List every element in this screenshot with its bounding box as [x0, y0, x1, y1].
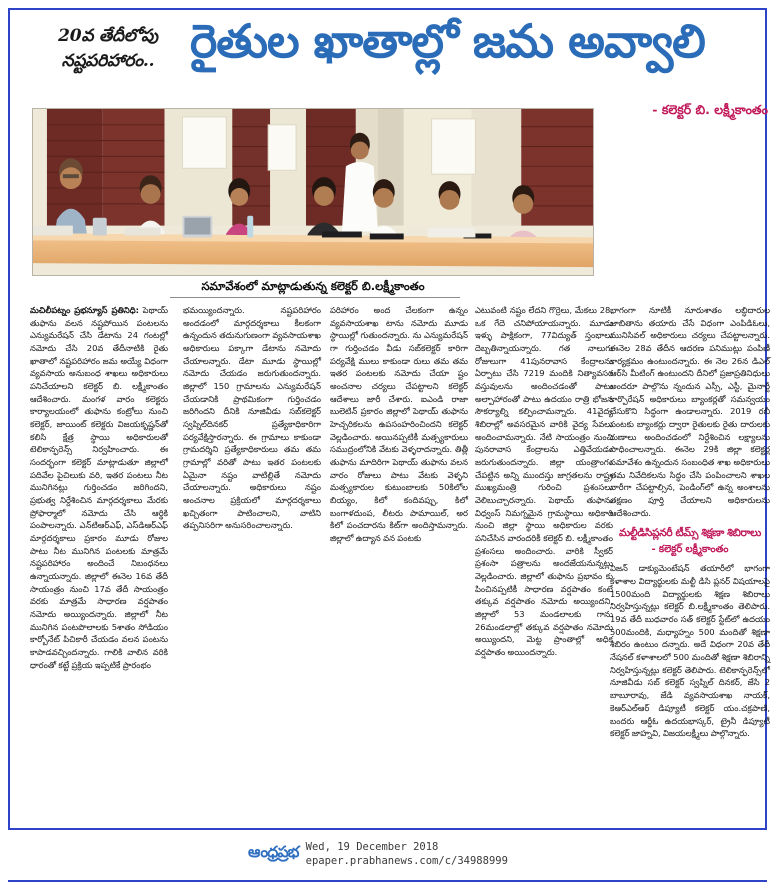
page-frame [8, 8, 770, 830]
column-1-paragraph [30, 304, 168, 671]
article-column-4 [475, 304, 613, 659]
epaper-url[interactable]: epaper.prabhanews.com/c/34988999 [305, 855, 508, 868]
page-footer [0, 836, 775, 889]
article-body [30, 304, 770, 834]
kicker [32, 24, 184, 73]
article-column-1 [30, 304, 168, 671]
article-column-3 [330, 304, 468, 545]
headline: రైతుల ఖాతాల్లో జమ అవ్వాలి [190, 14, 705, 68]
column-5-paragraph-after: విజన్ డాక్యుమెంటేషన్ తయారీలో భాగంగా కళాశాల విద్యార్థులకు మల్టీ డిసి ప్లనర్ విషయాలపై 1500మంది విద్యార్థులకు శిక్షణ శిబిరాలు నిర్వహిస్తున్నట్లు కలెక్టర్ బి.లక్ష్మీకాంతం తెలిపారు. 19వ తేదీ బుధవారం సత్ కలెక్టర్ స్టేట్‌లో ఉదయం 500మందికి, మధ్యాహ్నం 500 మందితో శిక్షణా శిబిరం ఉంటుం దన్నారు. అదే విధంగా 20వ తేదీ నేషనల్ కళాశాలలో 500 మందితో శిక్షణా శిబిరాన్ని నిర్వహిస్తున్నట్లు కలెక్టర్ తెలిపారు. టెలికాన్ఫరెన్స్‌లో నూజివీడు సబ్ కలెక్టర్ స్వప్నిల్ దినకర్, జేసి 2 బాబూరావు, జేడి వ్యవసాయశాఖ నాయక్, కెఆర్‌ఎల్‌ఆర్ డిప్యూటీ కలెక్టర్ యం.చక్రపాణి, బందరు ఆర్డీఓ ఉదయభాస్కర్, ట్రైనీ డిప్యూటీ కలెక్టర్ జాహ్నవి, విజయలక్ష్మీలు పాల్గొన్నారు. [610, 563, 770, 739]
photo-caption: సమావేశంలో మాట్లాడుతున్న కలెక్టర్ బి.లక్ష్మీకాంతం [201, 279, 425, 293]
column-4-paragraph: ఎటువంటి నష్టం లేదని గొర్రెలు, మేకలు 28, ఒక గేదె చనిపోయాయన్నారు. మూడు ఇళ్ళు పాక్షికంగా, 77విద్యుత్ స్తంభాలు దెబ్బతిన్నాయన్నారు. గత నాలుగు రోజులుగా 41పునరావాస కేంద్రాలను ఏర్పాటు చేసి 7219 మందికి నిత్యావసర వస్తువులను అందించడంతో పాటు అల్పాహారంతో పాటు ఉదయం రాత్రి భోజన సౌకర్యాల్ని కల్పించామన్నారు. 41వైద్య శిబిరాల్లో అవసరమైన వారికి వైద్య సేవలు అందించామన్నారు. నేటి సాయంత్రం నుంచి పునరావాస కేంద్రాలను ఎత్తివేయడం జరుగుతుందన్నారు. జిల్లా యంత్రాంగం చేపట్టిన అన్ని ముందస్తు జాగ్రతలను రాష్ట్ర ముఖ్యమంత్రి గురించి ప్రశంసలు వెలిబుచ్చారన్నారు. పెథాయ్ తుఫాను విధ్వంస్ నిమగ్నమైన గ్రామస్థాయి అధికారి నుంచి జిల్లా స్థాయి అధికారుల వరకు పనిచేసిన వారందరికీ కలెక్టర్ బి. లక్ష్మీకాంతం ప్రశంసలు అందించారు. వారికి స్వీకర్ ప్రశంసా పత్రాలను అందజేయనున్నట్లు వెల్లడించారు. జిల్లాలో తుఫాను ప్రభావం కు పించినప్పటికీ సాధారణ వర్షపాతం కంటే తక్కువ వర్షపాతం నమోదు అయ్యిందని, జిల్లాలో 53 మండలాలకు గాను 26మండలాల్లో తక్కువ వర్షపాతం నమోదు అయ్యిందని, మెట్ట ప్రాంతాల్లో అధిక వర్షపాతం అయిందన్నారు. [475, 305, 613, 658]
photo-illustration [33, 109, 593, 275]
column-5-paragraph-before: భాగంగా నూటికీ నూరుశాతం లబ్ధిదారుల జాబితాను తయారు చేసే విధంగా ఎంపిడిఓలు, మునిసివల్ అధికారులు చర్యలు చేపట్టాలన్నారు. ఈనెల 28వ తేదీన ఆదరణ పనిముట్లు పంపిణీ కార్యక్రమం ఉంటుందన్నారు. ఈ నెల 26న డిఎల్ ఆర్‌సి మీటింగ్ ఉంటుందని దీనిలో ప్రజాప్రతినిధులు అందరూ పాల్గొను న్నందున ఎస్సీ, ఎస్టీ, మైనార్టీ కార్పొరేషన్ అధికారులు బ్యాంకర్లతో సమన్వయం చేసుకొని సిద్ధంగా ఉండాలన్నారు. 2019 రబీ పంటకు బ్యాంకర్లు ద్వారా రైతులకు రైతు దారులకు రుణాలు అందించడంలో నిర్దేశించిన లక్ష్యాలను సాధించాలన్నారు. ఈనెల 29కి జిల్లా కలెక్టర్ల సమావేశం ఉన్నందున సంబంధిత శాఖ అధికారులు తమ నివేదికలను సిద్ధం చేసి పంపించాలని శాఖల వారీగా చేపట్టాల్సిన, పెండింగ్‌లో ఉన్న అంశాలను తక్షణం పూర్తి చేయాలని అధికారులను ఆదేశించారు. [610, 305, 770, 518]
headline-byline: - కలెక్టర్ బి. లక్ష్మీకాంతం [652, 102, 768, 117]
publication-date: Wed, 19 December 2018 [305, 841, 439, 853]
column-1-text: పెథాయ్ తుఫాను వలన నష్టపోయిన పంటలను ఎన్యుమరేషన్ చేసి డేటాను 24 గంటల్లో నమోదు చేసి 20వ తేదీనాటికి రైతు ఖాతాలో నష్టపరిహారం జమ అయ్యే విధంగా వ్యవసాయ అనుబంధ శాఖలు అధికారులు పనిచేయాలని కలెక్టర్ బి. లక్ష్మీకాంతం ఆదేశించారు. మంగళ వారం కలెక్టరు కార్యాలయంలో తుఫాను కంట్రోలు నుంచి కలెక్టర్, జాయింట్ కలెక్టరు విజయకృష్ణన్‌తో కలిసి క్షేత్ర స్థాయి అధికారులతో టెలికాన్ఫరెన్స్ నిర్వహించారు. ఈ సందర్భంగా కలెక్టర్ మాట్లాడుతూ జిల్లాలో పదివేల పైచిలుకు వరి, ఇతర పంటలు నీట మునిగినట్లు గుర్తించడం జరిగిందని, ప్రభుత్వ నిర్దేశించిన మార్గదర్శకాలు మేరకు ప్రోఫార్మాలో నమోదు చేసి ఆర్థికి పంపాలన్నారు. ఎన్‌టిఆర్‌ఎఫ్, ఎస్‌డిఆర్‌ఎఫ్ మార్గదర్శకాలు ప్రకారం మూడు రోజుల పాటు నీట మునిగిన పంటలకు మాత్రమే నష్టపరిహారం అందించే నిబంధనలు ఉన్నాయన్నారు. జిల్లాలో ఈనెల 16వ తేదీ సాయంత్రం నుంచి 17వ తేదీ సాయంత్రం వరకు మాత్రమే సాధారణ వర్షపాతం నమోదు అయ్యిందన్నారు. జిల్లాలో నీట మునిగిన పంటపొలాలకు 5శాతం సోడియం కార్బోనేట్ పిచికారీ చేయడం వలన పంటను కాపాడవచ్చిందన్నారు. గాలికి వాలిన వరికి ధారంతో కట్టే ప్రక్రియ ఇప్పటికే ప్రారంభం [30, 305, 168, 670]
column-2-paragraph: భమయ్యిందన్నారు. నష్టపరిహారం అందడంలో మార్గదర్శకాలు కీలకంగా ఉన్నందున తదునుగుణంగా వ్యవసాయశాఖ అధికారులు పక్కాగా డేటాను నమోదు చేయాలన్నారు. డేటా మూడు స్థాయిల్లో నమోదు చేయడం జరుగుతుందన్నారు. జిల్లాలో 150 గ్రామాలను ఎన్యుమరేషన్ చేయడానికి ప్రాథమికంగా గుర్తించడం జరిగిందని దీనికి నూజివీడు సబ్‌కలెక్టర్ స్వప్నిల్‌దినకర్ ప్రత్యేకాధికారిగా పర్యవేక్షిస్తారన్నారు. ఈ గ్రామాలు కాకుండా గ్రామదర్శిని ప్రత్యేకాధికారులు తమ తమ గ్రామాల్లో వరితో పాటు ఇతర పంటలకు ఏమైనా నష్టం వాటిల్లితే నమోదు చేయాలన్నారు. అధికారులు నష్టం అంచనాల ప్రక్రియలో మార్గదర్శకాలు ఖచ్చితంగా పాటించాలని, వాటిని తప్పనిసరిగా అనుసరించాలన్నారు. [183, 305, 321, 531]
collector-meeting-photo [32, 108, 594, 276]
article-column-2 [183, 304, 321, 532]
masthead [10, 10, 765, 96]
section-subheadline: మల్టీడిసిప్లనరీ టీమ్స్ శిక్షణా శిబిరాలు [619, 527, 761, 540]
section-subheadline-byline: - కలెక్టర్ లక్ష్మీకాంతం [651, 544, 729, 556]
footer-content [248, 840, 508, 869]
column-3-paragraph: పరిహారం అంద చేలకంగా ఉన్నం వ్యవసాయశాఖ టాను నమోదు మూడు స్థాయిల్లో గుతుందన్నారు. ను ఎన్యుమరేషన్ గా గుర్తించడం వీడు సబ్‌కలెక్టర్ కారిగా పర్యవేక్షి ములు కాకుండా రులు తమ తమ ఇతర పంటలకు నమోదు చేయా ష్టం అంచనాల చర్యలు చేపట్టాలని కలెక్టర్ ఆదేశాలు జారీ చేశారు. ఐఎండి రాజా బులెటిన్ ప్రకారం జిల్లాలో పెథాయ్ తుఫాను హెచ్చరికలను ఉపసంహరించిందని కలెక్టర్ వెల్లడించారు. అయినప్పటికీ మత్స్యకారులు సముద్రంలోనికి వేటకు వెళ్ళరాదన్నారు. తిత్లీ తుఫాను మాదిరిగా పెథాయ్ తుఫాను వలన వారం రోజులు పాటు వేటకు వెళ్ళని మత్స్యకారుల కుటుంబాలకు 50కిలోల బియ్యం, కిలో కందివప్పు, కిలో బంగాళదుంప, లీటరు పామాయిల్, అర కిలో పంచదారను కిట్‌గా అందిస్తామన్నారు. జిల్లాలో ఉద్యాన వన పంటకు [330, 305, 468, 544]
footer-meta [306, 840, 508, 869]
footer-divider [8, 880, 767, 882]
dateline: మచిలీపట్నం ప్రభన్యూస్ ప్రతినిధి: [30, 305, 139, 315]
article-column-5 [610, 304, 770, 740]
andhra-prabha-logo: ఆంధ్రప్రభ [248, 843, 299, 862]
caption-divider [170, 297, 460, 298]
kicker-line-2: నష్టపరిహారం.. [61, 50, 155, 71]
kicker-line-1: 20వ తేదీలోపు [58, 26, 158, 46]
